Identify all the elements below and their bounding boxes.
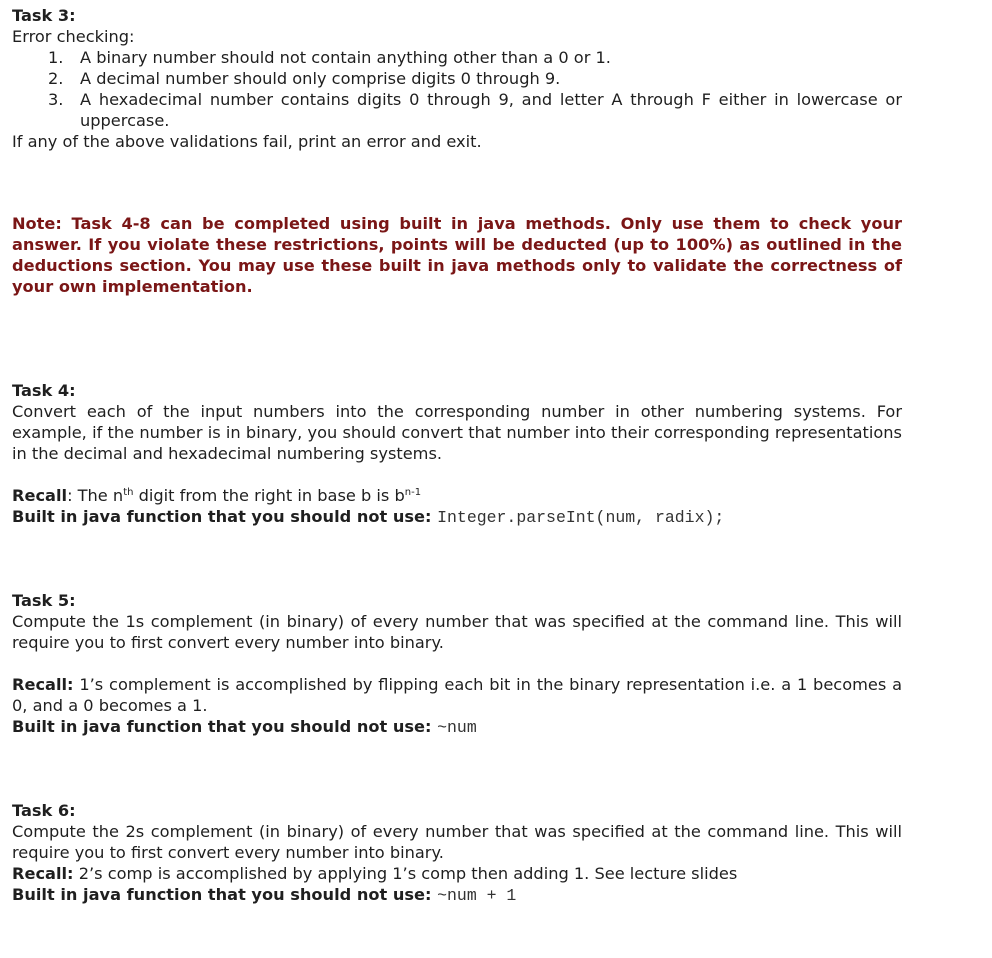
builtin-code: Integer.parseInt(num, radix); — [437, 508, 725, 527]
builtin-label: Built in java function that you should not use: — [12, 507, 438, 526]
task5-recall — [12, 674, 902, 716]
task4-section — [12, 380, 902, 528]
list-item-number: 3. — [48, 90, 64, 109]
list-item-text: A hexadecimal number contains digits 0 through 9, and letter A through F either in lowercase or uppercase. — [80, 90, 902, 130]
task4-builtin — [12, 506, 902, 528]
task6-heading: Task 6: — [12, 801, 76, 820]
recall-text: : The n — [67, 486, 124, 505]
task3-heading: Task 3: — [12, 6, 76, 25]
recall-text: 2’s comp is accomplished by applying 1’s comp then adding 1. See lecture slides — [73, 864, 738, 883]
task4-recall — [12, 485, 902, 506]
recall-text: digit from the right in base b is b — [133, 486, 405, 505]
task5-section — [12, 590, 902, 738]
recall-label: Recall: — [12, 864, 74, 883]
list-item — [12, 47, 902, 68]
list-item-number: 2. — [48, 69, 64, 88]
builtin-label: Built in java function that you should not use: — [12, 717, 438, 736]
task5-builtin — [12, 716, 902, 738]
task4-body: Convert each of the input numbers into the corresponding number in other numbering systems. For example, if the number is in binary, you should convert that number into their corresponding representations in the decimal and hexadecimal numbering systems. — [12, 402, 902, 463]
list-item-number: 1. — [48, 48, 64, 67]
task5-body: Compute the 1s complement (in binary) of every number that was specified at the command line. This will require you to first convert every number into binary. — [12, 612, 902, 652]
restrictions-note: Note: Task 4-8 can be completed using built in java methods. Only use them to check your answer. If you violate these restrictions, points will be deducted (up to 100%) as outlined in the deductions section. You may use these built in java methods only to validate the correctness of your own implementation. — [12, 214, 902, 296]
task6-section — [12, 800, 902, 906]
recall-label: Recall: — [12, 675, 74, 694]
builtin-code: ~num — [437, 718, 477, 737]
recall-text: 1’s complement is accomplished by flipping each bit in the binary representation i.e. a 1 becomes a 0, and a 0 becomes a 1. — [12, 675, 902, 715]
recall-superscript: th — [123, 487, 134, 498]
list-item-text: A decimal number should only comprise digits 0 through 9. — [80, 69, 561, 88]
builtin-code: ~num + 1 — [437, 886, 517, 905]
list-item — [12, 68, 902, 89]
builtin-label: Built in java function that you should not use: — [12, 885, 438, 904]
task6-recall — [12, 863, 902, 884]
task6-builtin — [12, 884, 902, 906]
task5-heading: Task 5: — [12, 591, 76, 610]
recall-label: Recall — [12, 486, 68, 505]
list-item-text: A binary number should not contain anything other than a 0 or 1. — [80, 48, 611, 67]
task3-section — [12, 5, 902, 152]
list-item — [12, 89, 902, 131]
task3-intro: Error checking: — [12, 27, 135, 46]
recall-superscript: n-1 — [404, 487, 422, 498]
task6-body: Compute the 2s complement (in binary) of every number that was specified at the command line. This will require you to first convert every number into binary. — [12, 822, 902, 862]
task4-heading: Task 4: — [12, 381, 76, 400]
task3-footer: If any of the above validations fail, print an error and exit. — [12, 132, 482, 151]
task3-list — [12, 47, 902, 131]
